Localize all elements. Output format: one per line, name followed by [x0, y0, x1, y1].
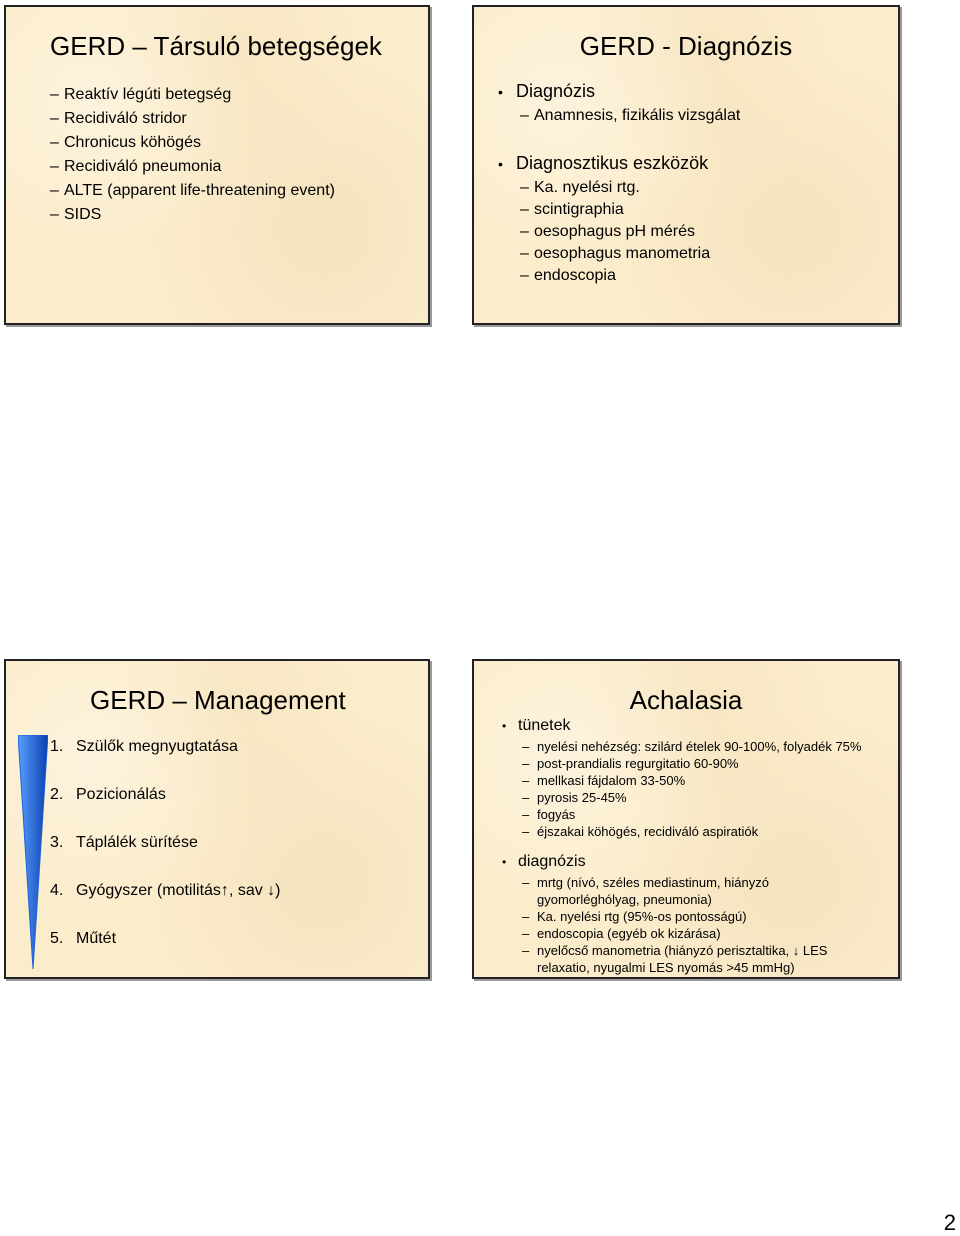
bullet-icon: • — [498, 84, 503, 100]
diagnozis-list — [520, 105, 740, 127]
slide-gerd-tarsulo-betegsegek — [4, 5, 430, 325]
slide-title: Achalasia — [629, 685, 743, 715]
list-item: – nyelési nehézség: szilárd ételek 90-100%, folyadék 75% — [522, 738, 872, 755]
slide-gerd-diagnozis — [472, 5, 900, 325]
list-item: – oesophagus manometria — [520, 243, 710, 265]
management-step-3: 3. Táplálék sürítése — [50, 834, 198, 851]
management-step-1: 1. Szülők megnyugtatása — [50, 738, 238, 755]
list-item: – Ka. nyelési rtg (95%-os pontosságú) — [522, 908, 872, 925]
list-item: – oesophagus pH mérés — [520, 221, 710, 243]
bullet-icon: • — [498, 156, 503, 172]
section-heading-tunetek: • tünetek — [502, 717, 571, 734]
bullet-icon: • — [502, 855, 507, 869]
list-item: – SIDS — [50, 203, 335, 227]
slide-title: GERD – Management — [90, 685, 346, 715]
escalation-wedge-icon — [18, 735, 48, 969]
slide-gerd-management — [4, 659, 430, 979]
management-step-4: 4. Gyógyszer (motilitás↑, sav ↓) — [50, 882, 281, 899]
slide-title: GERD – Társuló betegségek — [50, 31, 382, 61]
list-item: – Anamnesis, fizikális vizsgálat — [520, 105, 740, 127]
tunetek-list — [522, 738, 872, 840]
management-step-2: 2. Pozicionálás — [50, 786, 166, 803]
list-item: – scintigraphia — [520, 199, 710, 221]
list-item: – Recidiváló stridor — [50, 107, 335, 131]
list-item: – Recidiváló pneumonia — [50, 155, 335, 179]
list-item: – nyelőcső manometria (hiányzó perisztaltika, ↓ LES relaxatio, nyugalmi LES nyomás >45 mmHg) — [522, 942, 872, 976]
section-heading-diagnozis: • diagnózis — [502, 853, 586, 870]
management-step-5: 5. Műtét — [50, 930, 117, 947]
diagnozis-list — [522, 874, 872, 976]
list-item: – Reaktív légúti betegség — [50, 83, 335, 107]
list-item: – endoscopia — [520, 265, 710, 287]
bullet-icon: • — [502, 719, 507, 733]
page-number: 2 — [943, 1210, 956, 1235]
list-item: – fogyás — [522, 806, 872, 823]
list-item: – endoscopia (egyéb ok kizárása) — [522, 925, 872, 942]
list-item: – mrtg (nívó, széles mediastinum, hiányzó gyomorléghólyag, pneumonia) — [522, 874, 872, 908]
list-item: – Ka. nyelési rtg. — [520, 177, 710, 199]
section-heading-diagnozis: • Diagnózis — [498, 81, 596, 101]
list-item: – post-prandialis regurgitatio 60-90% — [522, 755, 872, 772]
disease-list — [50, 83, 335, 227]
list-item: – éjszakai köhögés, recidiváló aspiratiók — [522, 823, 872, 840]
list-item: – ALTE (apparent life-threatening event) — [50, 179, 335, 203]
slide-achalasia — [472, 659, 900, 979]
eszkozok-list — [520, 177, 710, 287]
section-heading-eszkozok: • Diagnosztikus eszközök — [498, 153, 709, 173]
slide-title: GERD - Diagnózis — [579, 31, 793, 61]
list-item: – pyrosis 25-45% — [522, 789, 872, 806]
list-item: – mellkasi fájdalom 33-50% — [522, 772, 872, 789]
list-item: – Chronicus köhögés — [50, 131, 335, 155]
